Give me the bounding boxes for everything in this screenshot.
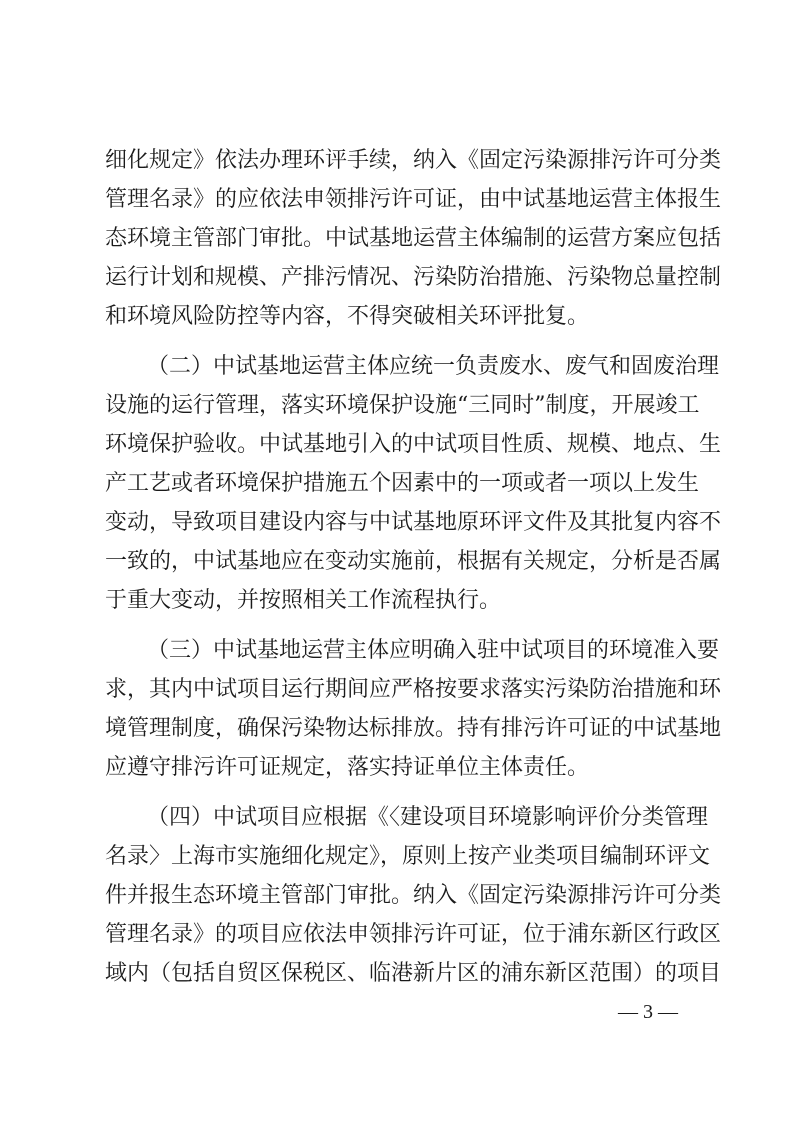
paragraph-2	[105, 347, 722, 620]
text-line: 态环境主管部门审批。中试基地运营主体编制的运营方案应包括	[105, 226, 722, 251]
paragraph-4	[105, 798, 722, 993]
text-line: 应遵守排污许可证规定，落实持证单位主体责任。	[105, 755, 590, 780]
page-number: — 3 —	[618, 1001, 678, 1023]
text-line: 细化规定》依法办理环评手续，纳入《固定污染源排污许可分类	[105, 148, 722, 173]
paragraph-3	[105, 631, 722, 787]
paragraph-1	[105, 141, 722, 336]
text-line: 求，其内中试项目运行期间应严格按要求落实污染防治措施和环	[105, 677, 722, 702]
text-line: 变动，导致项目建设内容与中试基地原环评文件及其批复内容不	[105, 510, 722, 535]
text-line: 一致的，中试基地应在变动实施前，根据有关规定，分析是否属	[105, 549, 722, 574]
text-line: 产工艺或者环境保护措施五个因素中的一项或者一项以上发生	[105, 471, 700, 496]
text-line: （二）中试基地运营主体应统一负责废水、废气和固废治理	[147, 354, 720, 379]
text-line: 境管理制度，确保污染物达标排放。持有排污许可证的中试基地	[105, 716, 722, 741]
text-line: 管理名录》的应依法申领排污许可证，由中试基地运营主体报生	[105, 187, 722, 212]
text-line: 环境保护验收。中试基地引入的中试项目性质、规模、地点、生	[105, 432, 722, 457]
text-line: （四）中试项目应根据《〈建设项目环境影响评价分类管理	[147, 805, 709, 830]
text-line: 管理名录》的项目应依法申领排污许可证，位于浦东新区行政区	[105, 922, 722, 947]
text-line: （三）中试基地运营主体应明确入驻中试项目的环境准入要	[147, 638, 720, 663]
text-line: 域内（包括自贸区保税区、临港新片区的浦东新区范围）的项目	[105, 961, 722, 986]
text-line: 于重大变动，并按照相关工作流程执行。	[105, 588, 502, 613]
text-line: 名录〉上海市实施细化规定》，原则上按产业类项目编制环评文	[105, 844, 711, 869]
text-line: 和环境风险防控等内容，不得突破相关环评批复。	[105, 304, 590, 329]
text-line: 运行计划和规模、产排污情况、污染防治措施、污染物总量控制	[105, 265, 722, 290]
document-body	[105, 141, 722, 1004]
text-line: 设施的运行管理，落实环境保护设施“三同时”制度，开展竣工	[105, 393, 700, 418]
text-line: 件并报生态环境主管部门审批。纳入《固定污染源排污许可分类	[105, 883, 722, 908]
